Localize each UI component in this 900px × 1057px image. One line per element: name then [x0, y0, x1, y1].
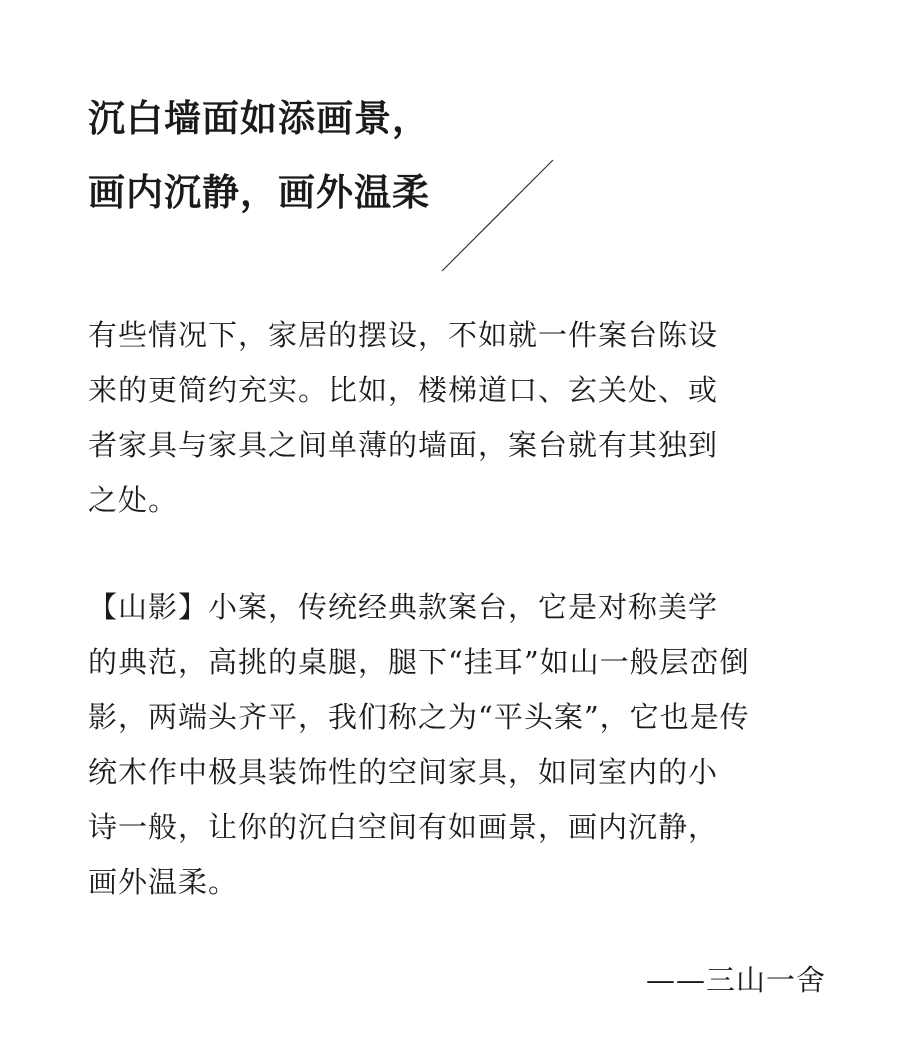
intro-paragraph: [88, 308, 828, 528]
paragraph-line: 诗一般，让你的沉白空间有如画景，画内沉静，: [88, 810, 719, 844]
title-line-2: 画内沉静，画外温柔: [88, 170, 430, 214]
paragraph-line: 来的更简约充实。比如，楼梯道口、玄关处、或: [88, 373, 719, 407]
signature: ——三山一舍: [645, 963, 826, 997]
paragraph-line: 统木作中极具装饰性的空间家具，如同室内的小: [88, 755, 719, 789]
paragraph-line: 有些情况下，家居的摆设，不如就一件案台陈设: [88, 318, 719, 352]
paragraph-line: 者家具与家具之间单薄的墙面，案台就有其独到: [88, 428, 719, 462]
paragraph-line: 之处。: [88, 483, 179, 517]
paragraph-line: 画外温柔。: [88, 865, 239, 899]
decorative-diagonal-line: [440, 158, 555, 273]
title-line-1: 沉白墙面如添画景，: [88, 96, 430, 140]
paragraph-line: 影，两端头齐平，我们称之为“平头案”，它也是传: [88, 700, 750, 734]
product-paragraph: [88, 580, 828, 910]
paragraph-line: 【山影】小案，传统经典款案台，它是对称美学: [88, 590, 719, 624]
paragraph-line: 的典范，高挑的桌腿，腿下“挂耳”如山一般层峦倒: [88, 645, 750, 679]
